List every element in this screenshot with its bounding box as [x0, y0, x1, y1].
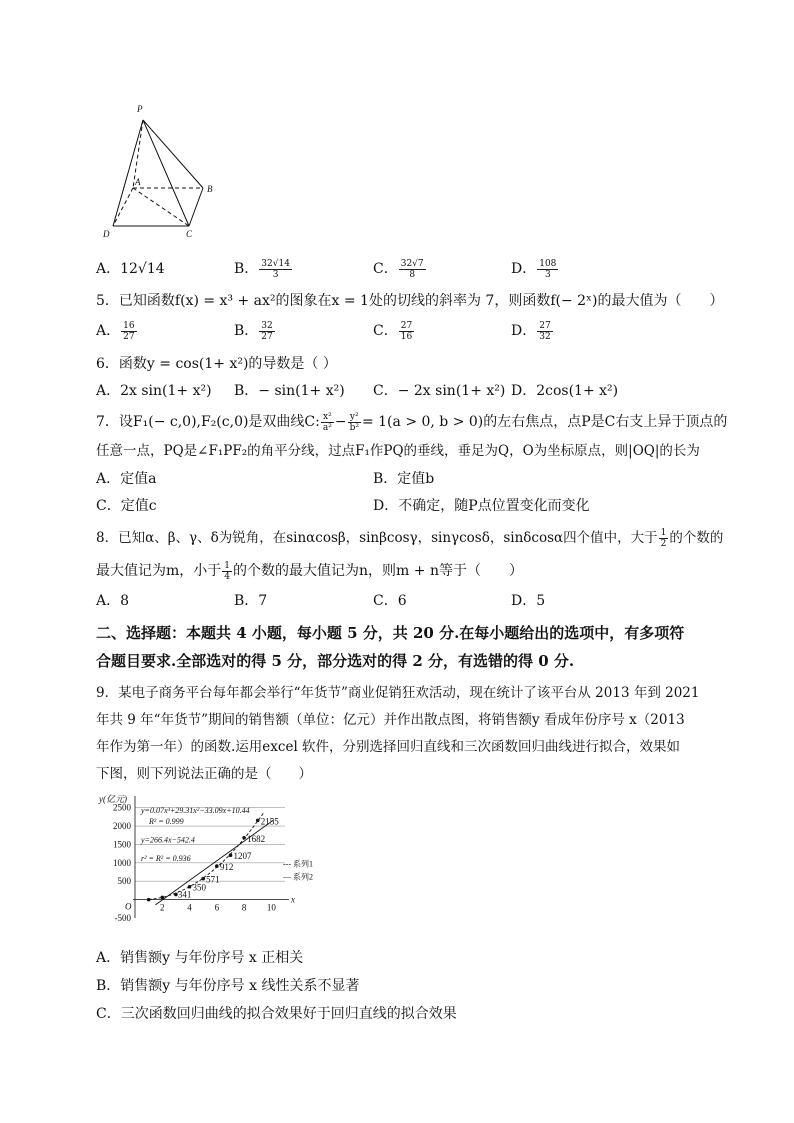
data-point	[160, 896, 164, 900]
q5-a-den: 27	[123, 331, 135, 342]
q4-c-num: 32√7	[400, 258, 424, 269]
q4-option-d-frac	[537, 259, 558, 280]
q8-line2	[96, 560, 523, 582]
data-point	[188, 885, 192, 889]
q9-option-a[interactable]: A．销售额y 与年份序号 x 正相关	[96, 950, 304, 966]
q8-option-a[interactable]: A．8	[96, 593, 130, 609]
q7-frac1-den: a²	[322, 422, 332, 433]
q5-b-den: 27	[261, 331, 273, 342]
q4-option-d[interactable]	[511, 258, 559, 280]
y-tick-label: 500	[117, 876, 131, 887]
q4-option-c-frac	[399, 259, 426, 280]
q7-line2: 任意一点，PQ是∠F₁PF₂的角平分线，过点F₁作PQ的垂线，垂足为Q，O为坐标原点，则|OQ|的长为	[96, 443, 700, 459]
q5-option-c[interactable]	[373, 320, 415, 342]
q8-option-c[interactable]: C．6	[373, 593, 407, 609]
label-a: A	[135, 177, 141, 187]
q4-c-den: 8	[409, 269, 416, 280]
q6-option-c[interactable]: C．− 2x sin(1+ x²)	[373, 383, 506, 399]
q7-line1-b: = 1(a > 0, b > 0)的左右焦点，点P是C右支上异于顶点的	[361, 414, 728, 430]
q7-frac-y	[348, 412, 361, 433]
origin-label: O	[125, 901, 132, 912]
q5-b-num: 32	[261, 320, 273, 331]
q9-line4: 下图，则下列说法正确的是（ ）	[96, 766, 312, 782]
q7-option-a[interactable]: A．定值a	[96, 471, 157, 487]
data-label: 2155	[260, 816, 279, 827]
q4-d-num: 108	[539, 258, 557, 269]
q8-half-den: 2	[660, 539, 667, 549]
section2-header-line2: 合题目要求.全部选对的得 5 分，部分选对的得 2 分，有选错的得 0 分.	[96, 652, 575, 670]
section2-header-line1: 二、选择题：本题共 4 小题，每小题 5 分，共 20 分.在每小题给出的选项中，有多项符	[96, 624, 685, 642]
edge-pd	[113, 120, 143, 226]
y-tick-label: 1000	[113, 857, 131, 868]
q4-d-den: 3	[544, 269, 551, 280]
q7-frac-x	[321, 412, 334, 433]
q8-line1-a: 8．已知α、β、γ、δ为锐角，在sinαcosβ，sinβcosγ，sinγcosδ，sinδcosα四个值中，大于	[96, 530, 658, 546]
q7-option-d[interactable]: D．不确定，随P点位置变化而变化	[373, 498, 590, 514]
q9-line3: 年作为第一年）的函数.运用excel 软件，分别选择回归直线和三次函数回归曲线进行拟合，效果如	[96, 739, 681, 755]
q5-a-prefix: A．	[96, 323, 121, 339]
q5-stem: 5．已知函数f(x) = x³ + ax²的图象在x = 1处的切线的斜率为 7，则函数f(− 2ˣ)的最大值为（ ）	[96, 293, 724, 309]
data-label: 1682	[247, 833, 266, 844]
edge-ad	[113, 188, 133, 226]
q5-c-prefix: C．	[373, 323, 398, 339]
data-point	[147, 898, 151, 902]
q6-option-a[interactable]: A．2x sin(1+ x²)	[96, 383, 212, 399]
data-point	[201, 877, 205, 881]
q6-option-b[interactable]: B．− sin(1+ x²)	[234, 383, 345, 399]
q7-minus: −	[334, 414, 347, 430]
q9-line2: 年共 9 年“年货节”期间的销售额（单位：亿元）并作出散点图，将销售额y 看成年份序号 x（2013	[96, 712, 685, 728]
q8-q-num: 1	[224, 560, 231, 571]
series1-r2: R² = 0.999	[149, 817, 184, 827]
q8-line1-b: 的个数的	[669, 530, 724, 546]
q4-option-b[interactable]	[234, 258, 293, 280]
q7-frac1-num: x²	[321, 412, 334, 423]
legend-series2: — 系列2	[283, 872, 313, 882]
x-tick-label: 10	[266, 902, 276, 913]
q9-option-c[interactable]: C．三次函数回归曲线的拟合效果好于回归直线的拟合效果	[96, 1006, 457, 1022]
q4-option-b-prefix: B．	[234, 261, 259, 277]
q8-line1	[96, 527, 723, 549]
x-tick-label: 6	[214, 902, 220, 913]
q6-option-d[interactable]: D．2cos(1+ x²)	[511, 383, 619, 399]
data-label: 1207	[233, 851, 252, 862]
x-tick-label: 4	[187, 902, 192, 913]
q7-line1-a: 7．设F₁(− c,0),F₂(c,0)是双曲线C:	[96, 414, 320, 430]
q5-option-b[interactable]	[234, 320, 276, 342]
q7-line1	[96, 411, 727, 433]
q4-b-num: 32√14	[261, 258, 290, 269]
data-point	[242, 836, 246, 840]
pyramid-figure	[95, 100, 225, 240]
q8-option-d[interactable]: D．5	[511, 593, 546, 609]
q5-d-num: 27	[539, 320, 551, 331]
sales-scatter-chart	[95, 786, 335, 936]
q4-option-c-prefix: C．	[373, 261, 398, 277]
data-point	[229, 853, 233, 857]
q5-c-frac	[399, 321, 414, 342]
data-label-extra: 341	[177, 889, 192, 900]
q4-option-c[interactable]	[373, 258, 427, 280]
x-axis-label: x	[291, 894, 295, 905]
q4-option-d-prefix: D．	[511, 261, 537, 277]
q8-half-frac	[659, 528, 669, 549]
label-c: C	[186, 229, 193, 239]
q5-d-den: 32	[539, 331, 551, 342]
legend-series1: --- 系列1	[283, 859, 313, 869]
q5-c-den: 16	[400, 331, 413, 342]
y-tick-label: 1500	[113, 839, 131, 850]
q7-frac2-num: y²	[348, 412, 361, 423]
q8-line2-a: 最大值记为m，小于	[96, 563, 222, 579]
label-p: P	[137, 104, 143, 114]
series2-equation: y=266.4x−542.4	[141, 835, 195, 845]
q5-b-frac	[259, 321, 274, 342]
q5-d-frac	[537, 321, 552, 342]
data-label: 571	[206, 874, 220, 885]
q7-frac2-den: b²	[349, 422, 359, 433]
data-label: 912	[219, 862, 234, 873]
edge-pc	[143, 120, 189, 226]
series1-equation: y=0.07x³+29.31x²−33.09x+10.44	[141, 806, 250, 816]
label-d: D	[103, 229, 110, 239]
y-tick-label: -500	[114, 913, 131, 923]
label-b: B	[207, 184, 213, 194]
data-point	[256, 819, 260, 823]
q6-stem: 6．函数y = cos(1+ x²)的导数是（ ）	[96, 356, 337, 372]
edge-cb	[189, 188, 203, 226]
data-point	[215, 864, 219, 868]
y-axis-label: y(亿元)	[99, 794, 127, 804]
q5-b-prefix: B．	[234, 323, 259, 339]
edge-pb	[143, 120, 203, 188]
x-tick-label: 2	[160, 902, 165, 913]
y-tick-label: 2000	[113, 821, 131, 832]
q5-option-a[interactable]	[96, 320, 138, 342]
q8-half-num: 1	[660, 528, 667, 538]
q8-option-b[interactable]: B．7	[234, 593, 268, 609]
q5-a-frac	[121, 321, 136, 342]
q5-d-prefix: D．	[511, 323, 537, 339]
q9-line1: 9．某电子商务平台每年都会举行“年货节”商业促销狂欢活动，现在统计了该平台从 2013 年到 2021	[96, 685, 700, 701]
q5-a-num: 16	[123, 320, 135, 331]
q8-line2-b: 的个数的最大值记为n，则m + n等于（ ）	[233, 563, 523, 579]
x-tick-label: 8	[241, 902, 247, 913]
series2-r2: r² = R² = 0.936	[141, 854, 191, 863]
y-tick-label: 2500	[113, 802, 131, 813]
q5-option-d[interactable]	[511, 320, 554, 342]
data-label: 350	[192, 882, 207, 893]
q9-option-b[interactable]: B．销售额y 与年份序号 x 线性关系不显著	[96, 978, 360, 994]
q7-option-c[interactable]: C．定值c	[96, 498, 157, 514]
q4-b-den: 3	[272, 269, 279, 280]
q8-q-den: 4	[224, 571, 231, 582]
q8-quarter-frac	[222, 561, 232, 582]
q5-c-num: 27	[400, 320, 413, 331]
q4-option-a[interactable]: A．12√14	[96, 261, 165, 277]
q7-option-b[interactable]: B．定值b	[373, 471, 435, 487]
q4-option-b-frac	[259, 259, 292, 280]
